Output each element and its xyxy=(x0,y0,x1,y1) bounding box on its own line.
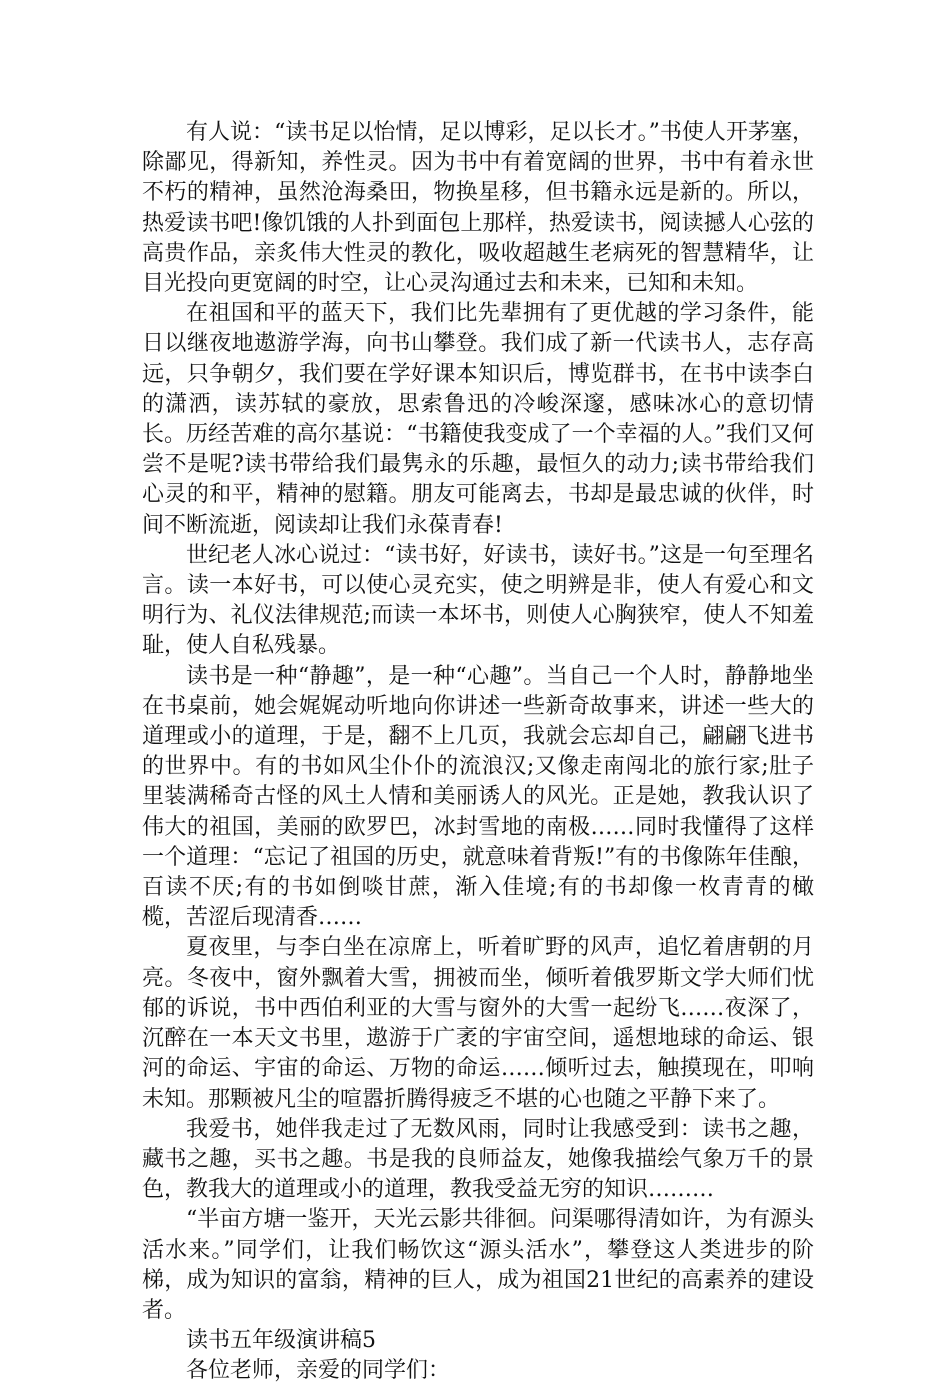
paragraph-3: 世纪老人冰心说过：“读书好，好读书，读好书。”这是一句至理名言。读一本好书，可以使心灵充实，使之明辨是非，使人有爱心和文明行为、礼仪法律规范;而读一本坏书，则使人心胸狭窄，使人不知羞耻，使人自私残暴。 xyxy=(142,542,814,659)
paragraph-4: 读书是一种“静趣”，是一种“心趣”。当自己一个人时，静静地坐在书桌前，她会娓娓动听地向你讲述一些新奇故事来，讲述一些大的道理或小的道理，于是，翻不上几页，我就会忘却自己，翩翩飞进书的世界中。有的书如风尘仆仆的流浪汉;又像走南闯北的旅行家;肚子里装满稀奇古怪的风土人情和美丽诱人的风光。正是她，教我认识了伟大的祖国，美丽的欧罗巴，冰封雪地的南极……同时我懂得了这样一个道理：“忘记了祖国的历史，就意味着背叛!”有的书像陈年佳酿，百读不厌;有的书如倒啖甘蔗，渐入佳境;有的书却像一枚青青的橄榄，苦涩后现清香…… xyxy=(142,663,814,931)
document-body xyxy=(142,118,814,1387)
salutation: 各位老师，亲爱的同学们： xyxy=(186,1358,451,1384)
paragraph-2: 在祖国和平的蓝天下，我们比先辈拥有了更优越的学习条件，能日以继夜地遨游学海，向书山攀登。我们成了新一代读书人，志存高远，只争朝夕，我们要在学好课本知识后，博览群书，在书中读李白的潇洒，读苏轼的豪放，思索鲁迅的冷峻深邃，感味冰心的意切情长。历经苦难的高尔基说：“书籍使我变成了一个幸福的人。”我们又何尝不是呢?读书带给我们最隽永的乐趣，最恒久的动力;读书带给我们心灵的和平，精神的慰籍。朋友可能离去，书却是最忠诚的伙伴，时间不断流逝，阅读却让我们永葆青春! xyxy=(142,301,814,538)
paragraph-6: 我爱书，她伴我走过了无数风雨，同时让我感受到：读书之趣，藏书之趣，买书之趣。书是我的良师益友，她像我描绘气象万千的景色，教我大的道理或小的道理，教我受益无穷的知识……… xyxy=(142,1116,814,1203)
paragraph-5: 夏夜里，与李白坐在凉席上，听着旷野的风声，追忆着唐朝的月亮。冬夜中，窗外飘着大雪，拥被而坐，倾听着俄罗斯文学大师们忧郁的诉说，书中西伯利亚的大雪与窗外的大雪一起纷飞……夜深了，沉醉在一本天文书里，遨游于广袤的宇宙空间，遥想地球的命运、银河的命运、宇宙的命运、万物的命运……倾听过去，触摸现在，叩响未知。那颗被凡尘的喧嚣折腾得疲乏不堪的心也随之平静下来了。 xyxy=(142,935,814,1112)
paragraph-7: “半亩方塘一鉴开，天光云影共徘徊。问渠哪得清如许，为有源头活水来。”同学们，让我们畅饮这“源头活水”，攀登这人类进步的阶梯，成为知识的富翁，精神的巨人，成为祖国21世纪的高素养的建设者。 xyxy=(142,1207,814,1323)
section-title: 读书五年级演讲稿5 xyxy=(186,1328,376,1354)
paragraph-1: 有人说：“读书足以怡情，足以博彩，足以长才。”书使人开茅塞，除鄙见，得新知，养性灵。因为书中有着宽阔的世界，书中有着永世不朽的精神，虽然沧海桑田，物换星移，但书籍永远是新的。所以，热爱读书吧!像饥饿的人扑到面包上那样，热爱读书，阅读撼人心弦的高贵作品，亲炙伟大性灵的教化，吸收超越生老病死的智慧精华，让目光投向更宽阔的时空，让心灵沟通过去和未来，已知和未知。 xyxy=(142,120,814,297)
